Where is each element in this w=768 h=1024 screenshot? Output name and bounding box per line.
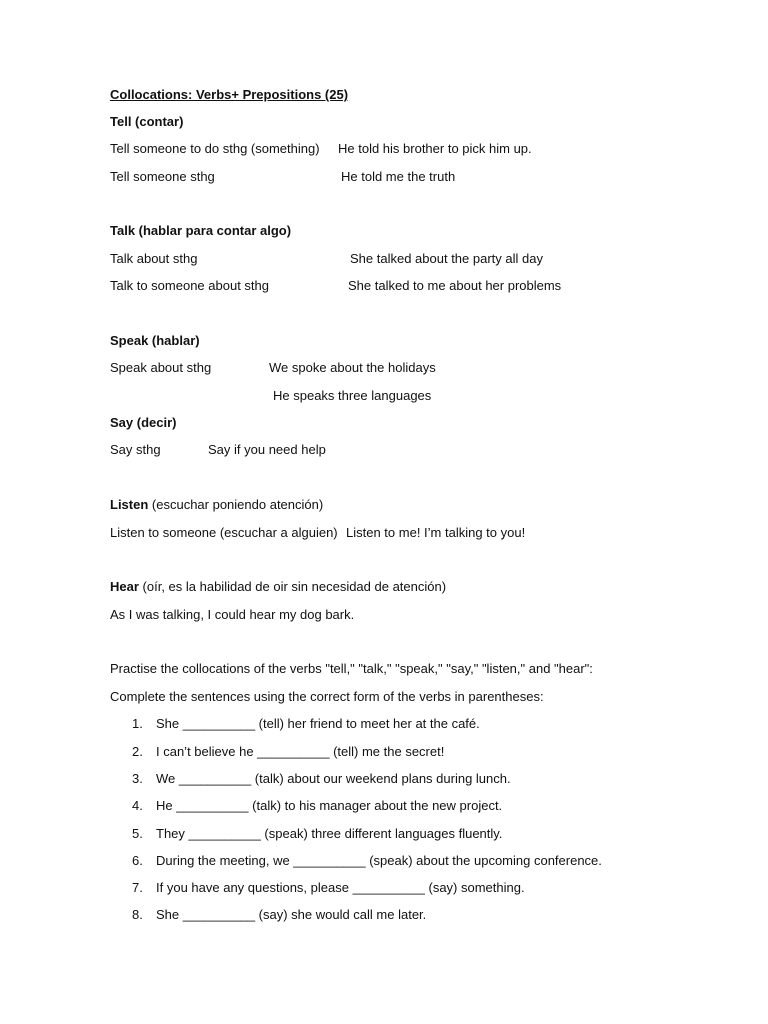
tell-pattern-2: Tell someone sthg — [110, 169, 215, 184]
hear-word: Hear — [110, 579, 139, 594]
say-heading: Say (decir) — [110, 415, 177, 430]
tell-example-1: He told his brother to pick him up. — [338, 141, 532, 156]
tell-example-2: He told me the truth — [341, 169, 456, 184]
speak-example-1: We spoke about the holidays — [269, 360, 436, 375]
exercise-number: 2. — [132, 744, 143, 759]
say-pattern-1: Say sthg — [110, 442, 161, 457]
hear-example: As I was talking, I could hear my dog bark. — [110, 607, 355, 622]
exercise-sentence: She __________ (tell) her friend to meet her at the café. — [156, 716, 480, 731]
hear-heading — [110, 579, 446, 595]
practice-intro: Practise the collocations of the verbs "tell," "talk," "speak," "say," "listen," and "hear": — [110, 661, 593, 676]
tell-heading: Tell (contar) — [110, 114, 184, 129]
page-title: Collocations: Verbs+ Prepositions (25) — [110, 87, 349, 102]
hear-meaning: (oír, es la habilidad de oir sin necesidad de atención) — [138, 579, 447, 594]
listen-meaning: (escuchar poniendo atención) — [148, 497, 324, 512]
exercise-sentence: We __________ (talk) about our weekend plans during lunch. — [156, 771, 511, 786]
tell-pattern-1: Tell someone to do sthg (something) — [110, 141, 320, 156]
exercise-number: 1. — [132, 716, 143, 731]
exercise-sentence: I can’t believe he __________ (tell) me the secret! — [156, 744, 445, 759]
speak-heading: Speak (hablar) — [110, 333, 200, 348]
practice-instructions: Complete the sentences using the correct form of the verbs in parentheses: — [110, 689, 544, 704]
listen-example: Listen to me! I’m talking to you! — [346, 525, 526, 540]
talk-pattern-1: Talk about sthg — [110, 251, 198, 266]
listen-pattern: Listen to someone (escuchar a alguien) — [110, 525, 338, 540]
exercise-number: 8. — [132, 907, 143, 922]
talk-example-1: She talked about the party all day — [350, 251, 543, 266]
exercise-sentence: During the meeting, we __________ (speak) about the upcoming conference. — [156, 853, 602, 868]
exercise-number: 6. — [132, 853, 143, 868]
exercise-sentence: If you have any questions, please __________ (say) something. — [156, 880, 525, 895]
listen-heading — [110, 497, 323, 513]
exercise-sentence: He __________ (talk) to his manager about the new project. — [156, 798, 503, 813]
exercise-sentence: They __________ (speak) three different languages fluently. — [156, 826, 503, 841]
exercise-number: 7. — [132, 880, 143, 895]
talk-example-2: She talked to me about her problems — [348, 278, 562, 293]
speak-pattern-1: Speak about sthg — [110, 360, 212, 375]
talk-heading: Talk (hablar para contar algo) — [110, 223, 292, 238]
speak-example-2: He speaks three languages — [273, 388, 432, 403]
listen-word: Listen — [110, 497, 149, 512]
talk-pattern-2: Talk to someone about sthg — [110, 278, 269, 293]
exercise-number: 5. — [132, 826, 143, 841]
exercise-number: 4. — [132, 798, 143, 813]
exercise-number: 3. — [132, 771, 143, 786]
say-example-1: Say if you need help — [208, 442, 326, 457]
exercise-sentence: She __________ (say) she would call me later. — [156, 907, 427, 922]
